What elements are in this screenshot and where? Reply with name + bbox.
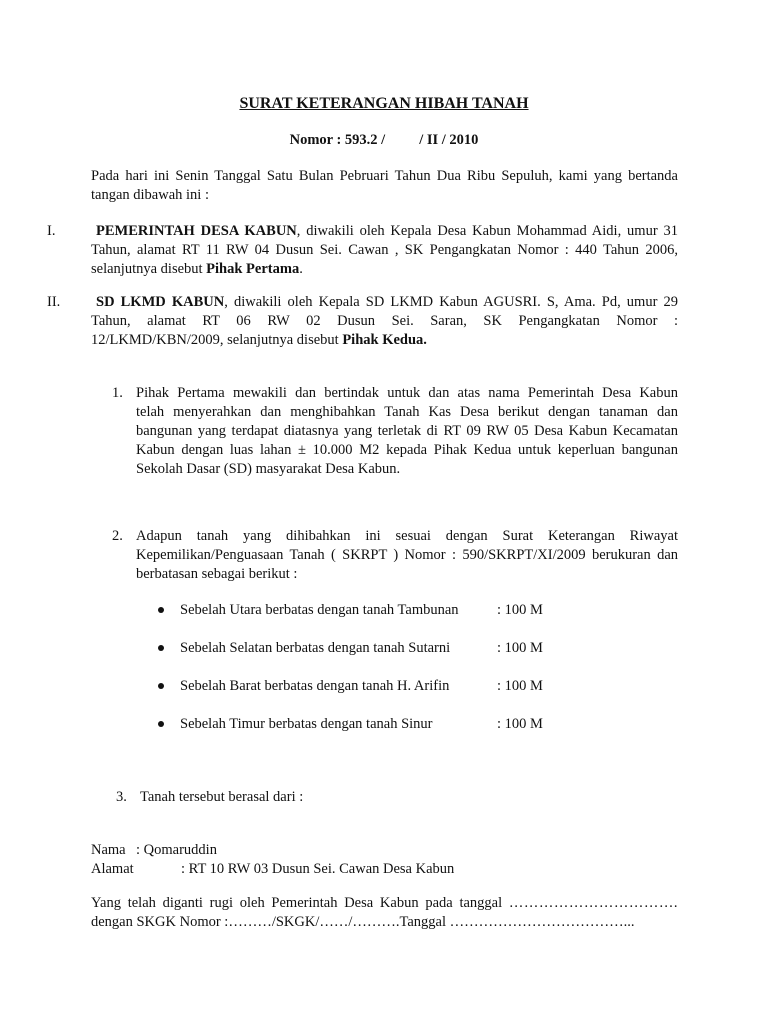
party-1-line-3	[91, 260, 303, 279]
item-2-line-3: berbatasan sebagai berikut :	[136, 566, 298, 582]
owner-address-value: : RT 10 RW 03 Dusun Sei. Cawan Desa Kabun	[181, 861, 455, 877]
boundary-south-text: Sebelah Selatan berbatas dengan tanah Sutarni	[180, 640, 451, 656]
item-1-line-1: Pihak Pertama mewakili dan bertindak untuk dan atas nama Pemerintah Desa Kabun	[136, 385, 678, 401]
document-title: SURAT KETERANGAN HIBAH TANAH	[239, 95, 529, 112]
intro-line-2: tangan dibawah ini :	[91, 187, 209, 203]
item-1-line-4: Kabun dengan luas lahan ± 10.000 M2 kepada Pihak Kedua untuk keperluan bangunan	[136, 442, 678, 458]
owner-name-value: : Qomaruddin	[136, 842, 217, 858]
intro-line-1: Pada hari ini Senin Tanggal Satu Bulan Pebruari Tahun Dua Ribu Sepuluh, kami yang bertanda	[91, 168, 678, 184]
owner-address-label: Alamat	[91, 861, 134, 877]
item-3-line-1: Tanah tersebut berasal dari :	[140, 789, 304, 805]
boundary-west-value: : 100 M	[497, 678, 543, 694]
document-number-left: Nomor : 593.2 /	[289, 132, 386, 148]
closing-line-2: dengan SKGK Nomor :………/SKGK/……/……….Tanggal ………………………………...	[91, 914, 635, 930]
item-1-line-3: bangunan yang terdapat diatasnya yang terletak di RT 09 RW 05 Desa Kabun Kecamatan	[136, 423, 678, 439]
party-1-designation: Pihak Pertama	[206, 261, 300, 277]
closing-line-1-text: Yang telah diganti rugi oleh Pemerintah Desa Kabun pada tanggal	[91, 895, 503, 911]
closing-line-1-dots: …………………………….	[508, 895, 678, 911]
boundary-south-value: : 100 M	[497, 640, 543, 656]
item-2-line-2: Kepemilikan/Penguasaan Tanah ( SKRPT ) Nomor : 590/SKRPT/XI/2009 berukuran dan	[136, 547, 678, 563]
document-number	[0, 131, 768, 150]
bullet-icon	[158, 721, 164, 727]
bullet-icon	[158, 607, 164, 613]
party-2-name: SD LKMD KABUN	[96, 294, 225, 310]
party-1-numeral: I.	[47, 223, 56, 239]
item-3-number: 3.	[116, 789, 127, 805]
item-1-number: 1.	[112, 385, 123, 401]
party-1-line-3-post: .	[299, 261, 303, 277]
item-2-number: 2.	[112, 528, 123, 544]
boundary-east-value: : 100 M	[497, 716, 543, 732]
party-2-line-3-pre: 12/LKMD/KBN/2009, selanjutnya disebut	[91, 332, 343, 348]
party-2-line-1-rest: , diwakili oleh Kepala SD LKMD Kabun AGUSRI. S, Ama. Pd, umur 29	[224, 294, 679, 310]
party-2-designation: Pihak Kedua.	[342, 332, 427, 348]
owner-name-label: Nama	[91, 842, 126, 858]
party-1-line-3-pre: selanjutnya disebut	[91, 261, 207, 277]
party-2-line-3	[91, 331, 427, 350]
bullet-icon	[158, 683, 164, 689]
document-number-right: / II / 2010	[419, 132, 479, 148]
boundary-west-text: Sebelah Barat berbatas dengan tanah H. Arifin	[180, 678, 450, 694]
item-1-line-5: Sekolah Dasar (SD) masyarakat Desa Kabun.	[136, 461, 401, 477]
party-1-line-2: Tahun, alamat RT 11 RW 04 Dusun Sei. Cawan , SK Pengangkatan Nomor : 440 Tahun 2006,	[91, 242, 678, 258]
item-2-line-1: Adapun tanah yang dihibahkan ini sesuai dengan Surat Keterangan Riwayat	[136, 528, 678, 544]
party-1-line-1-rest: , diwakili oleh Kepala Desa Kabun Mohammad Aidi, umur 31	[296, 223, 679, 239]
party-2-line-2: Tahun, alamat RT 06 RW 02 Dusun Sei. Saran, SK Pengangkatan Nomor :	[91, 313, 678, 329]
boundary-north-text: Sebelah Utara berbatas dengan tanah Tambunan	[180, 602, 459, 618]
boundary-north-value: : 100 M	[497, 602, 543, 618]
item-1-line-2: telah menyerahkan dan menghibahkan Tanah Kas Desa berikut dengan tanaman dan	[136, 404, 678, 420]
boundary-east-text: Sebelah Timur berbatas dengan tanah Sinur	[180, 716, 433, 732]
party-1-name: PEMERINTAH DESA KABUN	[96, 223, 297, 239]
party-2-numeral: II.	[47, 294, 61, 310]
bullet-icon	[158, 645, 164, 651]
